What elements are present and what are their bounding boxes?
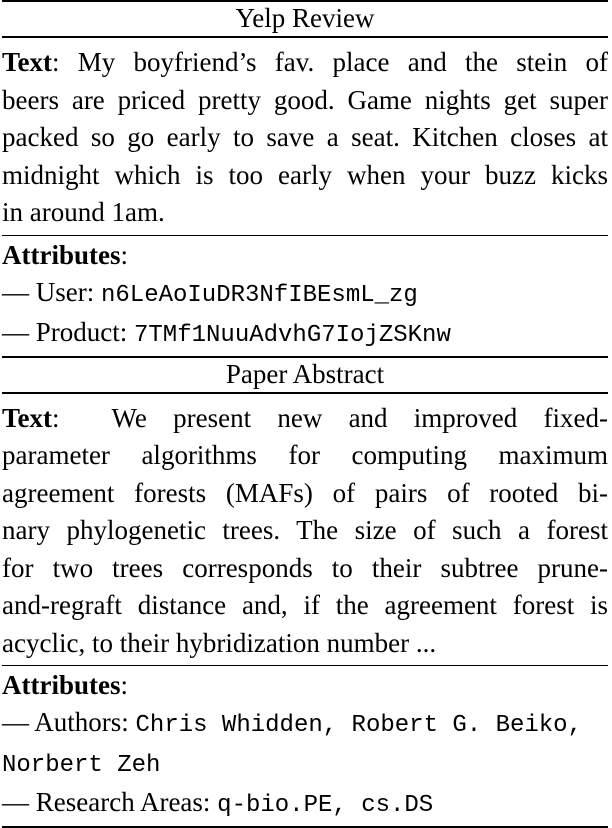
paper-text-line-4: nary phylogenetic trees. The size of such a forest (2, 515, 608, 545)
areas-values: q-bio.PE, cs.DS (217, 792, 434, 819)
paper-attribute-authors (2, 704, 608, 744)
section-title-yelp: Yelp Review (235, 3, 375, 33)
paper-text-line-7: acyclic, to their hybridization number ... (2, 627, 437, 658)
yelp-text-line-2: beers are priced pretty good. Game nights get super (2, 84, 608, 115)
areas-prefix: — Research Areas: (2, 787, 218, 817)
paper-text-line-3: agreement forests (MAFs) of pairs of rooted bi- (2, 477, 608, 508)
examples-table (2, 0, 608, 828)
paper-attribute-areas (2, 784, 608, 824)
paper-attributes-label: Attributes (2, 670, 121, 700)
paper-text-line-2: parameter algorithms for computing maximum (2, 440, 608, 470)
yelp-text-line-3: packed so go early to save a seat. Kitchen closes at (2, 122, 608, 152)
yelp-text-line-4: midnight which is too early when your buzz kicks (2, 159, 608, 190)
yelp-text-line: Text: My boyfriend’s fav. place and the stein of (2, 47, 608, 77)
yelp-attribute-product (2, 314, 608, 354)
authors-values-1: Chris Whidden, Robert G. Beiko, (135, 712, 582, 739)
paper-attribute-authors-cont (2, 744, 608, 784)
paper-text-line: Text: We present new and improved fixed- (2, 402, 609, 433)
product-id: 7TMf1NuuAdvhG7IojZSKnw (134, 321, 451, 349)
yelp-text-line-1: My boyfriend’s fav. place and the stein of (77, 47, 608, 77)
paper-text-line-1: We present new and improved fixed- (111, 402, 609, 433)
yelp-attribute-user (2, 274, 608, 314)
section-title-paper: Paper Abstract (225, 358, 385, 389)
product-prefix: — Product: (2, 316, 134, 347)
user-id: n6LeAoIuDR3NfIBEsmL_zg (100, 281, 418, 309)
yelp-text-label: Text (2, 47, 53, 77)
paper-text-label: Text (2, 402, 53, 433)
yelp-text-block (2, 38, 608, 235)
paper-attributes-heading: Attributes: (2, 670, 128, 700)
yelp-attributes-label: Attributes (2, 239, 121, 270)
yelp-attributes-block (2, 236, 608, 356)
yelp-text-line-5: in around 1am. (2, 197, 165, 227)
authors-prefix: — Authors: (2, 707, 136, 737)
paper-text-line-6: and-regraft distance and, if the agreement forest is (2, 590, 608, 620)
user-prefix: — User: (2, 276, 101, 307)
paper-text-block (2, 394, 608, 666)
authors-values-2: Norbert Zeh (2, 752, 161, 779)
paper-text-line-5: for two trees corresponds to their subtree prune- (2, 552, 608, 583)
yelp-attributes-heading: Attributes: (2, 239, 128, 270)
paper-attributes-block (2, 666, 608, 826)
